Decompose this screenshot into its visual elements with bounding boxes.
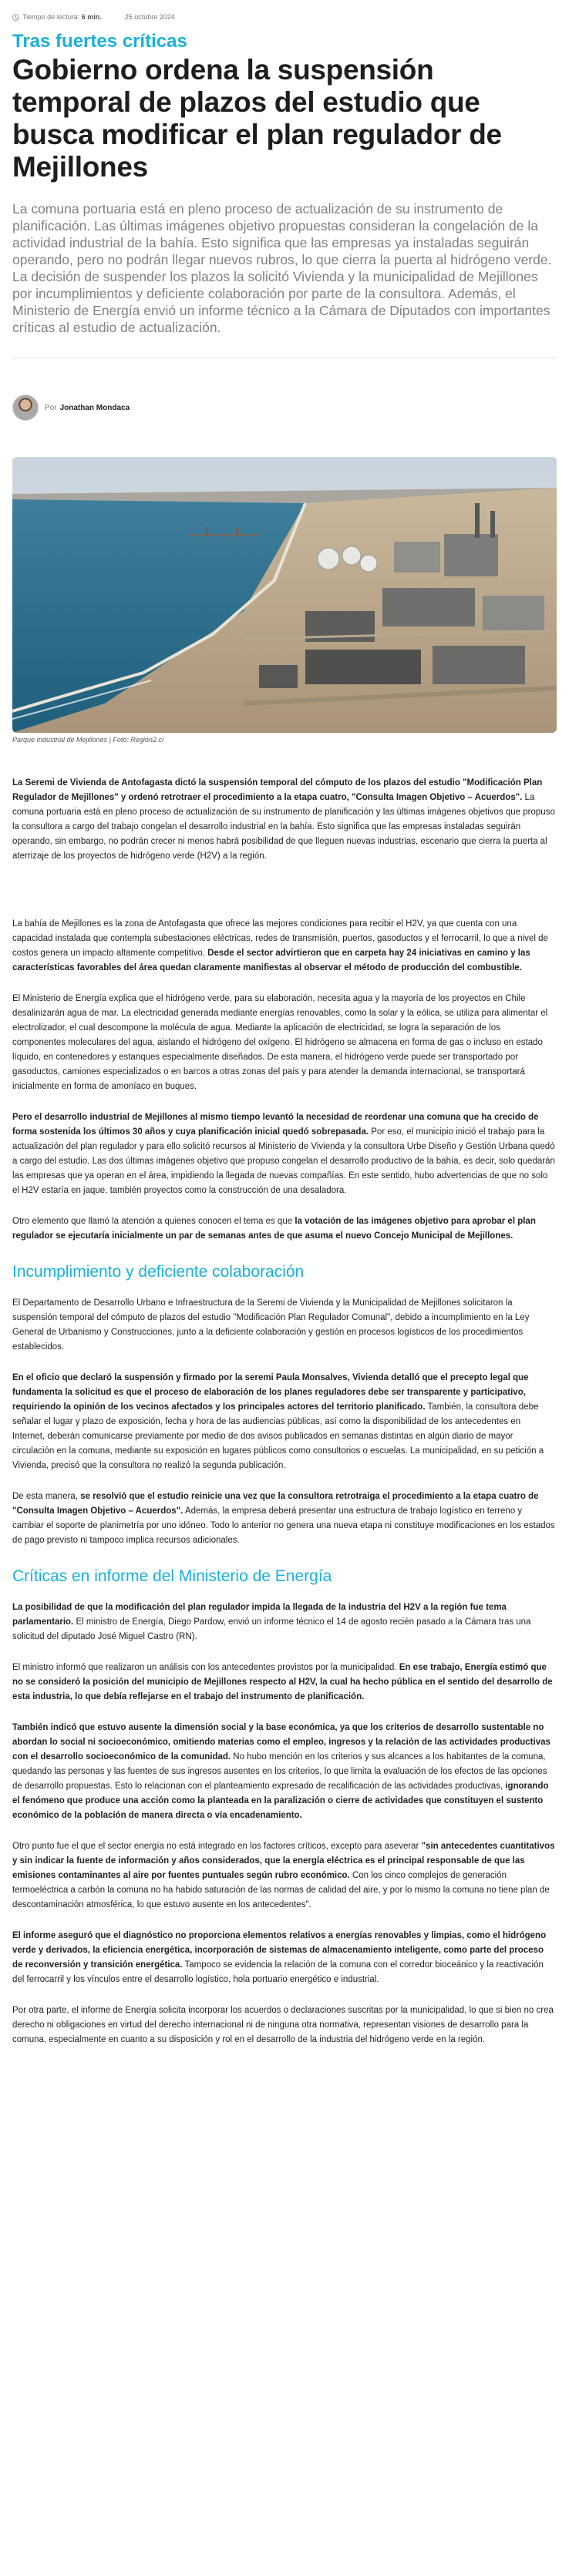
- p8-text: De esta manera,: [12, 1492, 81, 1501]
- p12-text: Otro punto fue el que el sector energía no está integrado en los factores críticos, excepto para aseverar: [12, 1842, 422, 1851]
- paragraph-5: [12, 1214, 557, 1244]
- article-meta: [12, 0, 557, 23]
- p4-bold: Pero el desarrollo industrial de Mejillones al mismo tiempo levantó la necesidad de reordenar una comuna que ha crecido de forma sostenida los últimos 30 años y cuya planificación inicial quedó sobrepasada.: [12, 1113, 539, 1137]
- industrial-park-illustration: [12, 457, 557, 733]
- p2-bold: Desde el sector advirtieron que en carpeta hay 24 iniciativas en camino y las características favorables del área quedan claramente manifiestas al observar el método de producción del combustible.: [12, 949, 530, 972]
- article-body: [12, 776, 557, 2047]
- paragraph-12: [12, 1839, 557, 1913]
- article-lead: La comuna portuaria está en pleno proceso de actualización de su instrumento de planificación. Las últimas imágenes objetivo propuestas consideran la congelación de la actividad industrial de la bahía. Esto significa que las empresas ya instaladas seguirán operando, pero no podrán llegar nuevos rubros, lo que cierra la puerta al hidrógeno verde. La decisión de suspender los plazos la solicitó Vivienda y la municipalidad de Mejillones por incumplimientos y deficiente colaboración por parte de la consultora. Además, el Ministerio de Energía envió un informe técnico a la Cámara de Diputados con importantes críticas al estudio de actualización.: [12, 201, 552, 335]
- p2-text: La bahía de Mejillones es la zona de Antofagasta que ofrece las mejores condiciones para recibir el H2V, ya que cuenta con una capacidad instalada que contempla subestaciones eléctricas, redes de transmisión, puertos, gasoductos y el ferrocarril, lo que a nivel de costos genera un impacto altamente competitivo.: [12, 919, 548, 958]
- paragraph-9: [12, 1600, 557, 1644]
- p5-text: Otro elemento que llamó la atención a quienes conocen el tema es que: [12, 1217, 295, 1226]
- paragraph-1: [12, 776, 557, 864]
- image-caption: Parque Industrial de Mejillones | Foto: Región2.cl: [12, 736, 163, 744]
- p13-text: Tampoco se evidencia la relación de la comuna con el corredor bioceánico y la reactivación del ferrocarril y los vínculos entre el desarrollo logístico, hola portuario energético e industrial.: [12, 1960, 544, 1984]
- p10-bold: En ese trabajo, Energía estimó que no se consideró la posición del municipio de Mejillones respecto al H2V, la cual ha hecho pública en el sentido del desarrollo de esta industria, lo que debía reflejarse en el trabajo del instrumento de planificación.: [12, 1663, 553, 1701]
- publish-date: 25 octubre 2024: [124, 13, 175, 21]
- p4-text: Por eso, el municipio inició el trabajo para la actualización del plan regulador y para ello solicitó recursos al Ministerio de Vivienda y la consultora Urbe Diseño y Gestión Urbana quedó a cargo del estudio. Las dos últimas imágenes objetivo que propuso congelan el desarrollo productivo de la bahía, es decir, solo quedarán las empresas que ya operan en el área, impidiendo la llegada de nuevas compañías. En este sentido, hubo advertencias de que no solo el H2V estaría en jaque, también proyectos como la construcción de una desaladora.: [12, 1127, 555, 1195]
- author-prefix: Por: [45, 403, 57, 412]
- p13-bold: El informe aseguró que el diagnóstico no proporciona elementos relativos a energías renovables y limpias, como el hidrógeno verde y derivados, la eficiencia energética, incorporación de sistemas de almacenamiento inteligente, como parte del proceso de reconversión y transición energética.: [12, 1931, 547, 1970]
- p12-text-2: Con los cinco complejos de generación termoeléctrica a carbón la comuna no ha habido saturación de las normas de calidad del aire, y por lo mismo la comuna no tiene plan de descontaminación atmosférica, lo que estuvo ausente en los antecedentes".: [12, 1871, 550, 1909]
- paragraph-7: [12, 1371, 557, 1473]
- paragraph-11: [12, 1721, 557, 1823]
- author-name[interactable]: Jonathan Mondaca: [59, 403, 130, 412]
- p1-bold: La Seremi de Vivienda de Antofagasta dictó la suspensión temporal del cómputo de los plazos del estudio "Modificación Plan Regulador de Mejillones" y ordenó retrotraer el procedimiento a la etapa cuatro, "Consulta Imagen Objetivo – Acuerdos".: [12, 778, 543, 802]
- read-time-label: Tiempo de lectura:: [22, 13, 80, 21]
- p12-bold: "sin antecedentes cuantitativos y sin indicar la fuente de información y años considerados, que la energía eléctrica es el principal responsable de que las emisiones contaminantes al aire por fuentes puntuales según rubro económico.: [12, 1842, 555, 1880]
- p8-text-2: Además, la empresa deberá presentar una estructura de trabajo logístico en terreno y cambiar el soporte de planimetría por uno idóneo. Todo lo anterior no genera una nueva etapa ni constituye modificaciones en los estados de pago previsto ni tampoco implica recursos adicionales.: [12, 1506, 555, 1545]
- p11-bold: También indicó que estuvo ausente la dimensión social y la base económica, ya que los criterios de desarrollo sustentable no abordan lo social ni socioeconómico, omitiendo materias como el empleo, ingresos y la relación de las actividades productivas con el desarrollo socioeconómico de la comunidad.: [12, 1723, 550, 1762]
- paragraph-8: [12, 1490, 557, 1548]
- p11-text: No hubo mención en los criterios y sus alcances a los habitantes de la comuna, quedando las personas y las fuentes de sus ingresos ausentes en los criterios, lo que limita la evaluación de los efectos de las opciones de desarrollo propuestas. Esto lo relacionan con el planteamiento expresado de recalificación de las actividades productivas,: [12, 1752, 547, 1791]
- spacer: [12, 880, 557, 917]
- read-time-value: 6 min.: [81, 13, 102, 21]
- article-kicker: Tras fuertes críticas: [12, 31, 187, 52]
- p5-bold: la votación de las imágenes objetivo para aprobar el plan regulador se ejecutaría inicialmente un par de semanas antes de que asuma el nuevo Concejo Municipal de Mejillones.: [12, 1217, 536, 1241]
- paragraph-4: [12, 1110, 557, 1198]
- p1-text: La comuna portuaria está en pleno proceso de actualización de su instrumento de planificación y las últimas imágenes objetivos que propuso la consultora a cargo del trabajo congelan el desarrollo industrial en la bahía. Esto significa que las empresas instaladas seguirán operando, sin embargo, no podrán crecer ni menos habrá posibilidad de que lleguen nuevas industrias, escenario que cierra la puerta al aterrizaje de los proyectos de hidrógeno verde (H2V) a la región.: [12, 793, 555, 861]
- paragraph-2: [12, 917, 557, 976]
- paragraph-14: Por otra parte, el informe de Energía solicita incorporar los acuerdos o declaraciones suscritas por la municipalidad, lo que si bien no crea derecho ni obligaciones en virtud del derecho internacional ni de ninguna otra normativa, representan visiones de desarrollo para la comuna, especialmente en cuanto a su disposición y rol en el desarrollo de la industria del hidrógeno verde en la región.: [12, 2006, 554, 2044]
- paragraph-10: [12, 1661, 557, 1704]
- paragraph-6: El Departamento de Desarrollo Urbano e Infraestructura de la Seremi de Vivienda y la Municipalidad de Mejillones solicitaron la suspensión temporal del cómputo de plazos del estudio "Modificación Plan Regulador Comunal", debido a incumplimiento en la Ley General de Urbanismo y Construcciones, junto a la deficiente colaboración y gestión en procesos logísticos de los procedimientos establecidos.: [12, 1298, 530, 1352]
- p9-bold: La posibilidad de que la modificación del plan regulador impida la llegada de la industria del H2V a la región fue tema parlamentario.: [12, 1603, 507, 1627]
- author-avatar[interactable]: [12, 395, 39, 421]
- article-headline: Gobierno ordena la suspensión temporal de plazos del estudio que busca modificar el plan regulador de Mejillones: [12, 54, 502, 183]
- hero-image: [12, 457, 557, 733]
- p11-bold-2: ignorando el fenómeno que produce una acción como la planteada en la paralización o cierre de actividades que constituyen el sustento económico de la población de manera directa o vía encadenamiento.: [12, 1782, 549, 1820]
- paragraph-13: [12, 1929, 557, 1987]
- subheading-criticas: Críticas en informe del Ministerio de Energía: [12, 1567, 332, 1585]
- subheading-incumplimiento: Incumplimiento y deficiente colaboración: [12, 1263, 305, 1281]
- clock-icon: [12, 14, 19, 21]
- read-time: [22, 13, 102, 21]
- author-byline: [12, 391, 557, 425]
- p10-text: El ministro informó que realizaron un análisis con los antecedentes provistos por la municipalidad.: [12, 1663, 399, 1672]
- paragraph-3: El Ministerio de Energía explica que el hidrógeno verde, para su elaboración, necesita agua y la mayoría de los proyectos en Chile desalinizarán agua de mar. La electricidad generada mediante energías renovables, como la solar y la eólica, se utiliza para alimentar el electrolizador, el cual descompone la molécula de agua. Mediante la aplicación de electricidad, se logra la separación de los componentes moleculares del agua, aislando el hidrógeno del oxígeno. El hidrógeno se almacena en forma de gas o incluso en estado líquido, en contenedores y estanques especialmente diseñados. De esta manera, el hidrógeno verde puede ser transportado por gasoductos, camiones especializados o en barcos a otras zonas del país y para atender la demanda internacional, se transportará inicialmente en forma de amoníaco en buques.: [12, 994, 548, 1091]
- p8-bold: se resolvió que el estudio reinicie una vez que la consultora retrotraiga el procedimiento a la etapa cuatro de "Consulta Imagen Objetivo – Acuerdos".: [12, 1492, 539, 1516]
- p7-bold: En el oficio que declaró la suspensión y firmado por la seremi Paula Monsalves, Vivienda detalló que el precepto legal que fundamenta la solicitud es que el proceso de elaboración de los planes reguladores debe ser transparente y participativo, requiriendo la opinión de los vecinos afectados y los principales actores del territorio planificado.: [12, 1373, 529, 1412]
- p9-text: El ministro de Energía, Diego Pardow, envió un informe técnico el 14 de agosto recién pasado a la Cámara tras una solicitud del diputado José Miguel Castro (RN).: [12, 1617, 531, 1641]
- p7-text: También, la consultora debe señalar el lugar y plazo de exposición, fecha y hora de las audiencias públicas, así como la disponibilidad de los antecedentes en Internet, deberán comunicarse previamente por medio de dos avisos publicados en semanas distintas en algún diario de mayor circulación en la comuna, mediante su exposición en lugares públicos como consultorios o escuelas. La municipalidad, en su petición a Vivienda, precisó que la consultora no realizó la segunda publicación.: [12, 1402, 544, 1470]
